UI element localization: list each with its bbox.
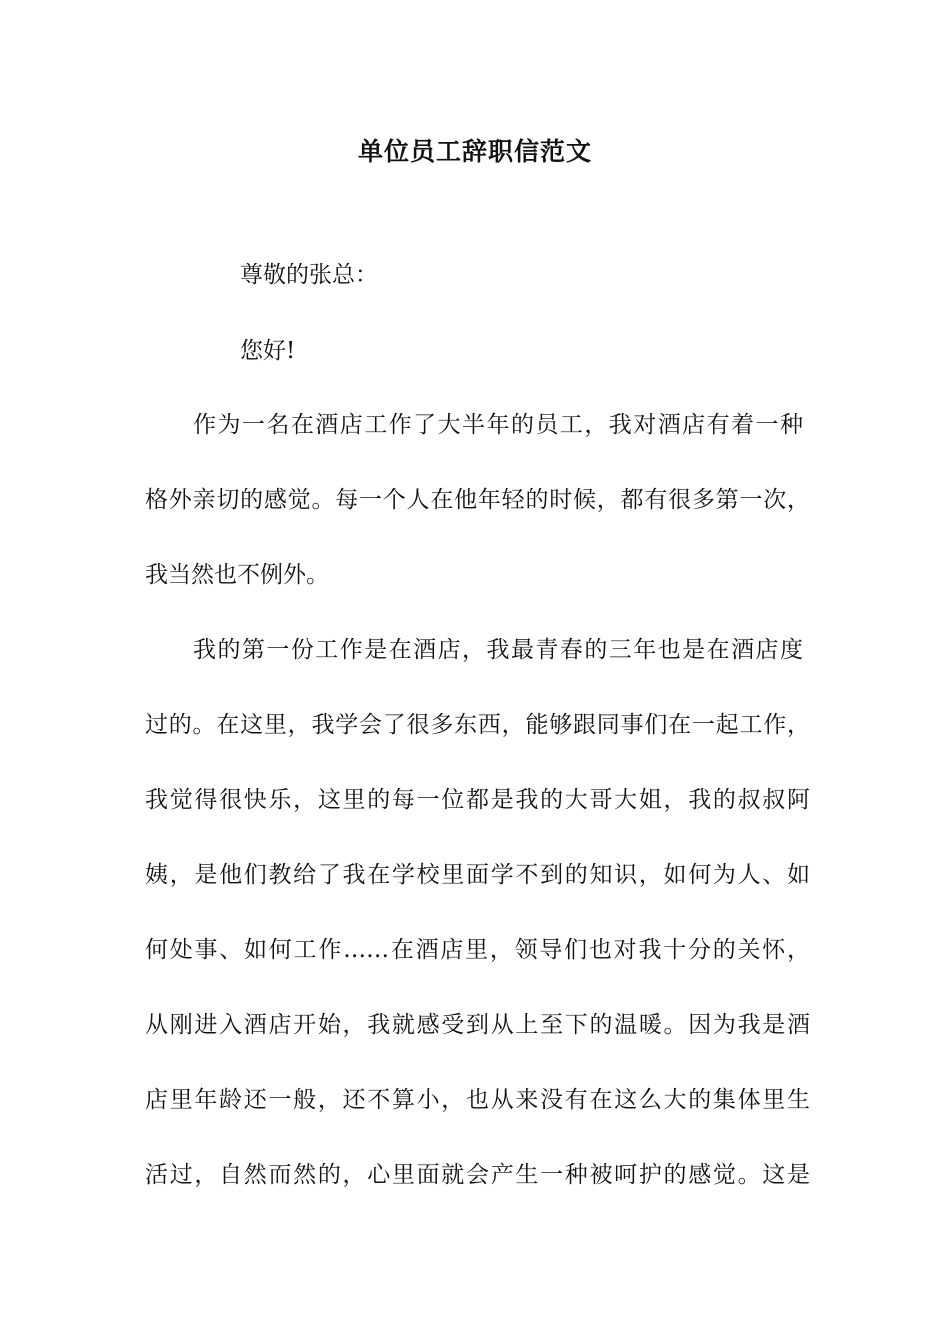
paragraph-line: 我觉得很快乐，这里的每一位都是我的大哥大姐，我的叔叔阿	[145, 787, 810, 813]
paragraph-line: 店里年龄还一般，还不算小，也从来没有在这么大的集体里生	[145, 1087, 810, 1113]
paragraph-line: 从刚进入酒店开始，我就感受到从上至下的温暖。因为我是酒	[145, 1012, 810, 1038]
paragraph-line: 过的。在这里，我学会了很多东西，能够跟同事们在一起工作，	[145, 712, 810, 738]
salutation: 尊敬的张总：	[240, 262, 378, 288]
paragraph-line: 我的第一份工作是在酒店，我最青春的三年也是在酒店度	[193, 637, 803, 663]
document-title: 单位员工辞职信范文	[357, 137, 592, 166]
greeting: 您好!	[240, 338, 296, 364]
paragraph-line: 何处事、如何工作……在酒店里，领导们也对我十分的关怀，	[145, 937, 810, 963]
paragraph-line: 格外亲切的感觉。每一个人在他年轻的时候，都有很多第一次，	[145, 487, 810, 513]
paragraph-line: 作为一名在酒店工作了大半年的员工，我对酒店有着一种	[193, 412, 803, 438]
paragraph-line: 姨，是他们教给了我在学校里面学不到的知识，如何为人、如	[145, 862, 810, 888]
paragraph-line: 我当然也不例外。	[145, 562, 329, 588]
paragraph-line: 活过，自然而然的，心里面就会产生一种被呵护的感觉。这是	[145, 1162, 810, 1188]
